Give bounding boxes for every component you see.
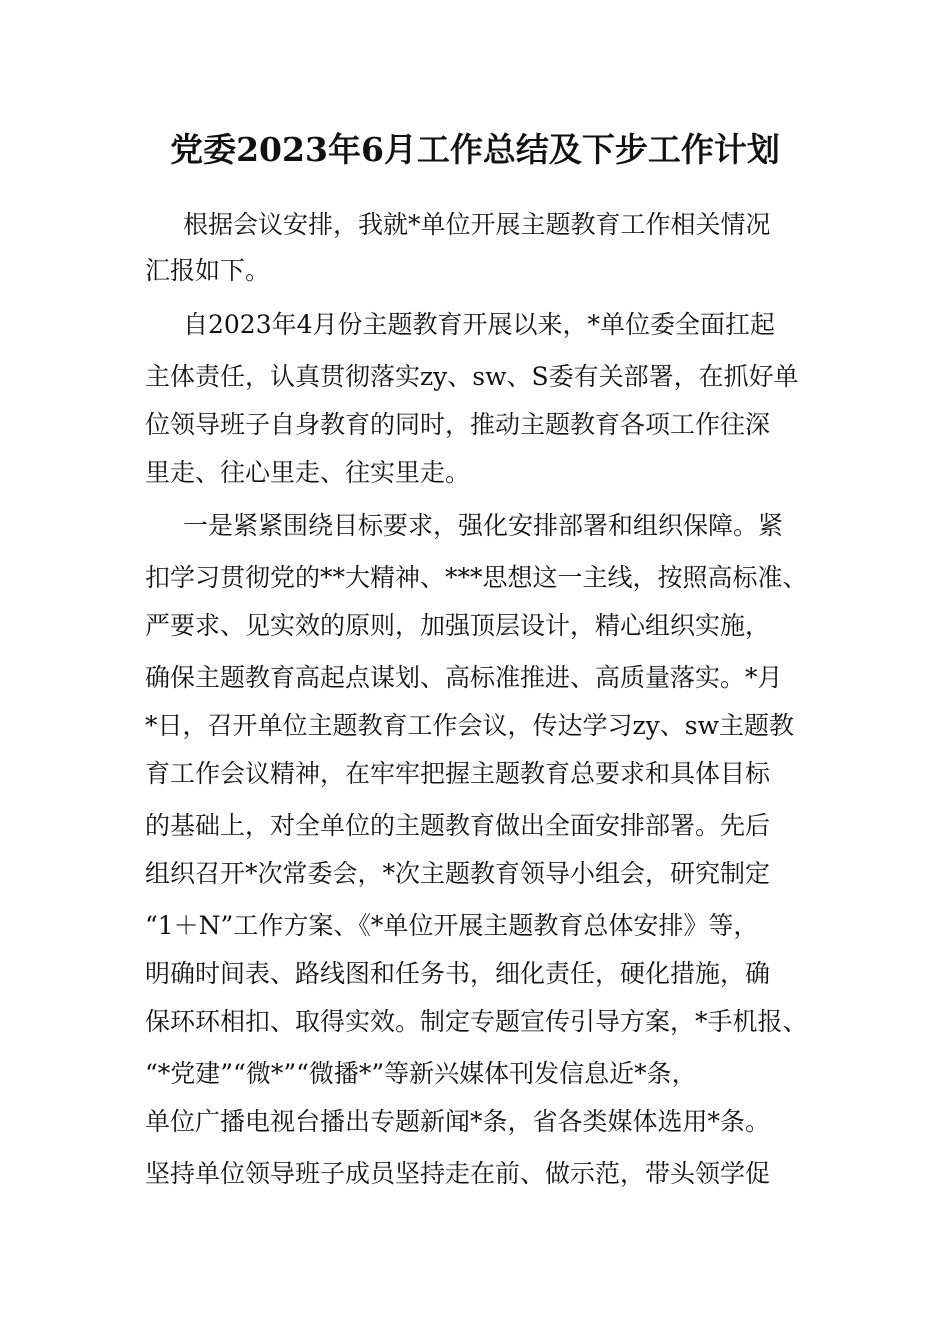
paragraph-line: 自2023年4月份主题教育开展以来，*单位委全面扛起 xyxy=(183,310,776,339)
paragraph-line: 汇报如下。 xyxy=(145,256,271,285)
paragraph-line: 确保主题教育高起点谋划、高标准推进、高质量落实。*月 xyxy=(145,663,783,692)
paragraph-line: *日，召开单位主题教育工作会议，传达学习zy、sw主题教 xyxy=(145,711,795,740)
paragraph-line: 单位广播电视台播出专题新闻*条，省各类媒体选用*条。 xyxy=(145,1107,771,1136)
paragraph-line: 坚持单位领导班子成员坚持走在前、做示范，带头领学促 xyxy=(145,1159,771,1188)
paragraph-line: “1＋N”工作方案、《*单位开展主题教育总体安排》等， xyxy=(145,911,759,940)
paragraph-line: 主体责任，认真贯彻落实zy、sw、S委有关部署，在抓好单 xyxy=(145,362,799,391)
paragraph-line: 里走、往心里走、往实里走。 xyxy=(145,458,471,487)
paragraph-line: 严要求、见实效的原则，加强顶层设计，精心组织实施， xyxy=(145,611,771,640)
paragraph-line: “*党建”“微*”“微播*”等新兴媒体刊发信息近*条， xyxy=(145,1059,697,1088)
paragraph-line: 组织召开*次常委会，*次主题教育领导小组会，研究制定 xyxy=(145,859,771,888)
paragraph-line: 扣学习贯彻党的**大精神、***思想这一主线，按照高标准、 xyxy=(145,563,808,592)
paragraph-line: 的基础上，对全单位的主题教育做出全面安排部署。先后 xyxy=(145,811,771,840)
paragraph-line: 保环环相扣、取得实效。制定专题宣传引导方案，*手机报、 xyxy=(145,1007,808,1036)
paragraph-line: 一是紧紧围绕目标要求，强化安排部署和组织保障。紧 xyxy=(183,511,784,540)
document-title: 党委2023年6月工作总结及下步工作计划 xyxy=(170,130,780,169)
paragraph-line: 育工作会议精神，在牢牢把握主题教育总要求和具体目标 xyxy=(145,759,771,788)
paragraph-line: 明确时间表、路线图和任务书，细化责任，硬化措施，确 xyxy=(145,959,771,988)
paragraph-line: 位领导班子自身教育的同时，推动主题教育各项工作往深 xyxy=(145,410,771,439)
paragraph-line: 根据会议安排，我就*单位开展主题教育工作相关情况 xyxy=(183,210,771,239)
